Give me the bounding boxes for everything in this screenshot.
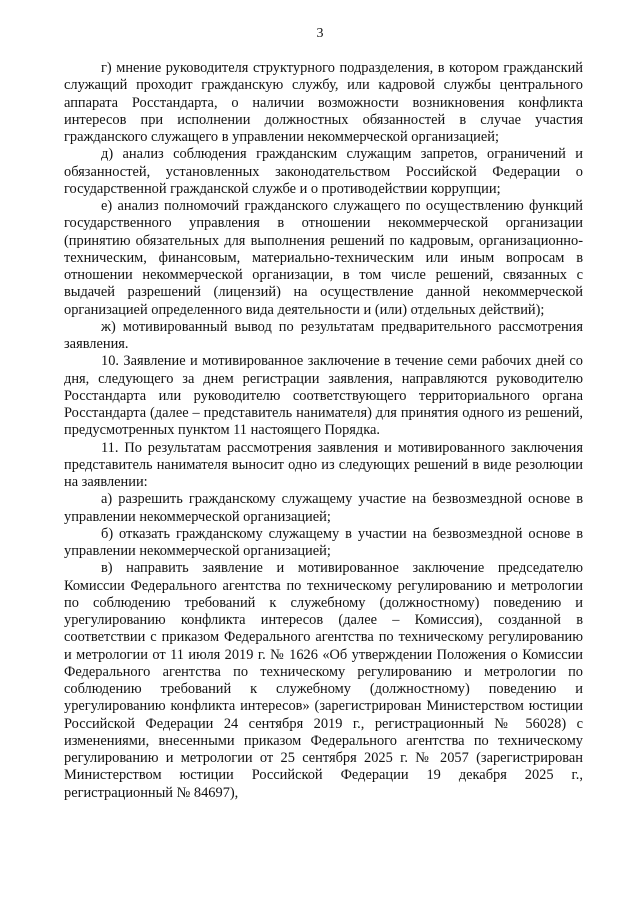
paragraph-zh-reasoned-conclusion: ж) мотивированный вывод по результатам предварительного рассмотрения заявления. [64, 318, 583, 352]
document-body [64, 60, 583, 802]
paragraph-e-powers-analysis: е) анализ полномочий гражданского служащего по осуществлению функций государственного управления в отношении некоммерческой организации (принятию обязательных для выполнения решений по кадровым, организационно-техническим, финансовым, материально-техническим или иным вопросам в отношении некоммерческой организации, в том числе решений, связанных с выдачей разрешений (лицензий) на осуществление данной некоммерческой организацией определенного вида деятельности и (или) отдельных действий); [64, 198, 583, 318]
paragraph-a-permit: а) разрешить гражданскому служащему участие на безвозмездной основе в управлении некоммерческой организацией; [64, 491, 583, 525]
paragraph-d-compliance-analysis: д) анализ соблюдения гражданским служащим запретов, ограничений и обязанностей, установленных законодательством Российской Федерации о государственной гражданской службе и о противодействии коррупции; [64, 146, 583, 197]
paragraph-11-decisions: 11. По результатам рассмотрения заявления и мотивированного заключения представитель нанимателя выносит одно из следующих решений в виде резолюции на заявлении: [64, 439, 583, 490]
paragraph-v-commission-referral: в) направить заявление и мотивированное заключение председателю Комиссии Федерального агентства по техническому регулированию и метрологии по соблюдению требований к служебному (должностному) поведению и урегулированию конфликта интересов (далее – Комиссия), созданной в соответствии с приказом Федерального агентства по техническому регулированию и метрологии от 11 июля 2019 г. № 1626 «Об утверждении Положения о Комиссии Федерального агентства по техническому регулированию и метрологии по соблюдению требований к служебному (должностному) поведению и урегулированию конфликта интересов» (зарегистрирован Министерством юстиции Российской Федерации 24 сентября 2019 г., регистрационный № 56028) с изменениями, внесенными приказом Федерального агентства по техническому регулированию и метрологии от 25 сентября 2025 г. № 2057 (зарегистрирован Министерством юстиции Российской Федерации 19 декабря 2025 г., регистрационный № 84697), [64, 560, 583, 801]
paragraph-b-refuse: б) отказать гражданскому служащему в участии на безвозмездной основе в управлении некоммерческой организацией; [64, 525, 583, 559]
page-number: 3 [316, 26, 324, 41]
paragraph-g-manager-opinion: г) мнение руководителя структурного подразделения, в котором гражданский служащий проходит гражданскую службу, или кадровой службы центрального аппарата Росстандарта, о наличии возможности возникновения конфликта интересов при исполнении должностных обязанностей в случае участия гражданского служащего в управлении некоммерческой организацией; [64, 60, 583, 145]
paragraph-10-referral: 10. Заявление и мотивированное заключение в течение семи рабочих дней со дня, следующего за днем регистрации заявления, направляются руководителю Росстандарта или руководителю соответствующего территориального органа Росстандарта (далее – представитель нанимателя) для принятия одного из решений, предусмотренных пунктом 11 настоящего Порядка. [64, 353, 583, 439]
